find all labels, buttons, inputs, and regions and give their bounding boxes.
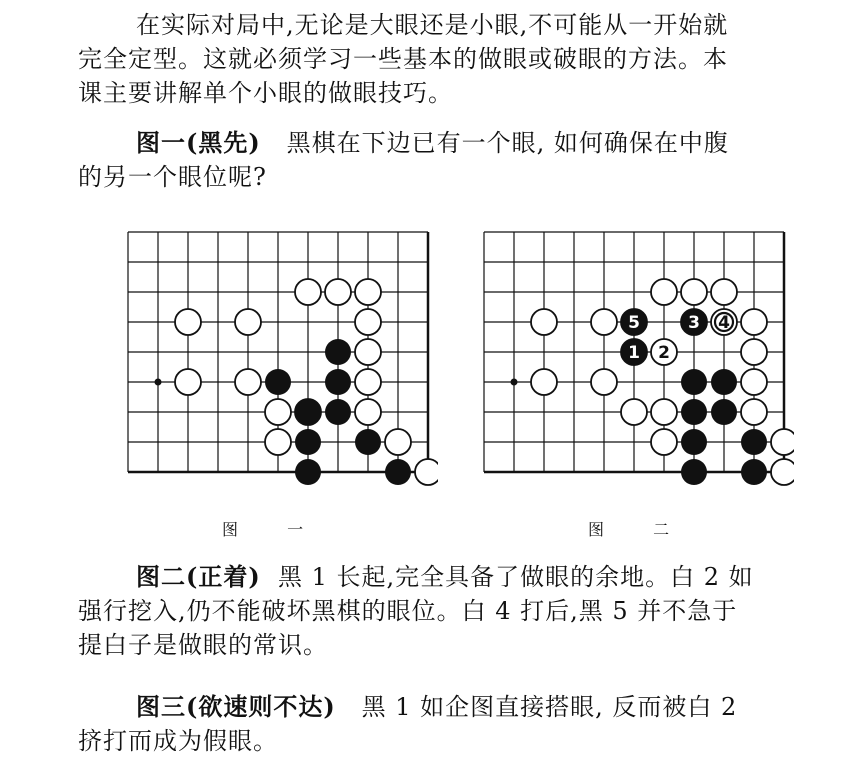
figure2-line-1 <box>78 560 838 594</box>
figure1-question-text: 黑棋在下边已有一个眼, 如何确保在中腹 <box>286 129 729 157</box>
figure2-caption: 图 二 <box>588 520 692 539</box>
fig2-white-stone <box>651 399 677 425</box>
fig2-stone-number-2: 2 <box>658 343 670 363</box>
fig2-black-stone <box>681 399 707 425</box>
figure3-line-1 <box>78 690 838 724</box>
fig1-black-stone <box>295 429 321 455</box>
figure2-line-1-text: 黑 1 长起,完全具备了做眼的余地。白 2 如 <box>277 563 754 591</box>
figure2-line-2: 强行挖入,仍不能破坏黑棋的眼位。白 4 打后,黑 5 并不急于 <box>78 597 738 625</box>
fig2-black-stone <box>741 459 767 485</box>
fig2-stone-number-5: 5 <box>628 313 640 333</box>
go-board-figure-2 <box>474 224 794 504</box>
fig1-star-point <box>155 379 162 386</box>
fig2-white-stone <box>621 399 647 425</box>
fig2-white-stone <box>531 369 557 395</box>
fig1-white-stone <box>355 339 381 365</box>
fig2-black-stone <box>681 429 707 455</box>
fig2-white-stone <box>741 369 767 395</box>
fig1-white-stone <box>355 399 381 425</box>
figure1-question <box>78 126 838 194</box>
figure3-label: 图三(欲速则不达) <box>136 692 336 721</box>
fig2-white-stone <box>651 429 677 455</box>
fig2-star-point <box>511 379 518 386</box>
fig2-white-stone <box>651 279 677 305</box>
intro-line-1: 在实际对局中,无论是大眼还是小眼,不可能从一开始就 <box>136 11 729 39</box>
figure3-line-1-text: 黑 1 如企图直接搭眼, 反而被白 2 <box>361 693 738 721</box>
intro-line-2: 完全定型。这就必须学习一些基本的做眼或破眼的方法。本 <box>78 45 728 73</box>
fig1-white-stone <box>355 369 381 395</box>
figure1-question-line-2: 的另一个眼位呢? <box>78 163 267 191</box>
fig2-white-stone <box>741 339 767 365</box>
intro-paragraph <box>78 8 838 110</box>
figure3-line-2: 挤打而成为假眼。 <box>78 727 278 755</box>
fig1-white-stone <box>355 279 381 305</box>
fig1-white-stone <box>355 309 381 335</box>
fig2-white-stone <box>681 279 707 305</box>
fig1-white-stone <box>175 309 201 335</box>
fig1-black-stone <box>325 369 351 395</box>
fig2-white-stone <box>741 309 767 335</box>
figure3-explanation <box>78 690 838 758</box>
fig1-black-stone <box>325 339 351 365</box>
fig1-black-stone <box>265 369 291 395</box>
fig1-white-stone <box>325 279 351 305</box>
fig1-black-stone <box>295 399 321 425</box>
fig2-stone-number-3: 3 <box>688 313 700 333</box>
figure2-explanation <box>78 560 838 662</box>
fig1-white-stone <box>175 369 201 395</box>
fig2-white-stone <box>741 399 767 425</box>
go-board-figure-1 <box>118 224 438 504</box>
fig2-black-stone <box>711 399 737 425</box>
fig1-white-stone <box>265 399 291 425</box>
figure2-label: 图二(正着) <box>136 562 261 591</box>
fig2-white-stone <box>771 429 794 455</box>
fig2-stone-number-1: 1 <box>628 343 640 363</box>
figure1-label: 图一(黑先) <box>136 128 261 157</box>
fig1-white-stone <box>235 369 261 395</box>
fig1-white-stone <box>295 279 321 305</box>
fig1-black-stone <box>325 399 351 425</box>
figure1-caption: 图 一 <box>222 520 326 539</box>
fig2-white-stone <box>711 279 737 305</box>
fig2-stone-number-4: 4 <box>718 313 730 333</box>
fig2-black-stone <box>681 459 707 485</box>
fig1-black-stone <box>355 429 381 455</box>
figure2-line-3: 提白子是做眼的常识。 <box>78 631 328 659</box>
fig2-white-stone <box>531 309 557 335</box>
fig2-white-stone <box>591 369 617 395</box>
fig2-black-stone <box>681 369 707 395</box>
fig2-black-stone <box>741 429 767 455</box>
fig1-white-stone <box>385 429 411 455</box>
fig2-white-stone <box>771 459 794 485</box>
intro-line-3: 课主要讲解单个小眼的做眼技巧。 <box>78 79 453 107</box>
fig1-black-stone <box>295 459 321 485</box>
fig2-white-stone <box>591 309 617 335</box>
fig1-white-stone <box>265 429 291 455</box>
fig1-white-stone <box>235 309 261 335</box>
fig2-black-stone <box>711 369 737 395</box>
fig1-black-stone <box>385 459 411 485</box>
fig1-white-stone <box>415 459 438 485</box>
figure1-question-line-1 <box>78 126 838 160</box>
